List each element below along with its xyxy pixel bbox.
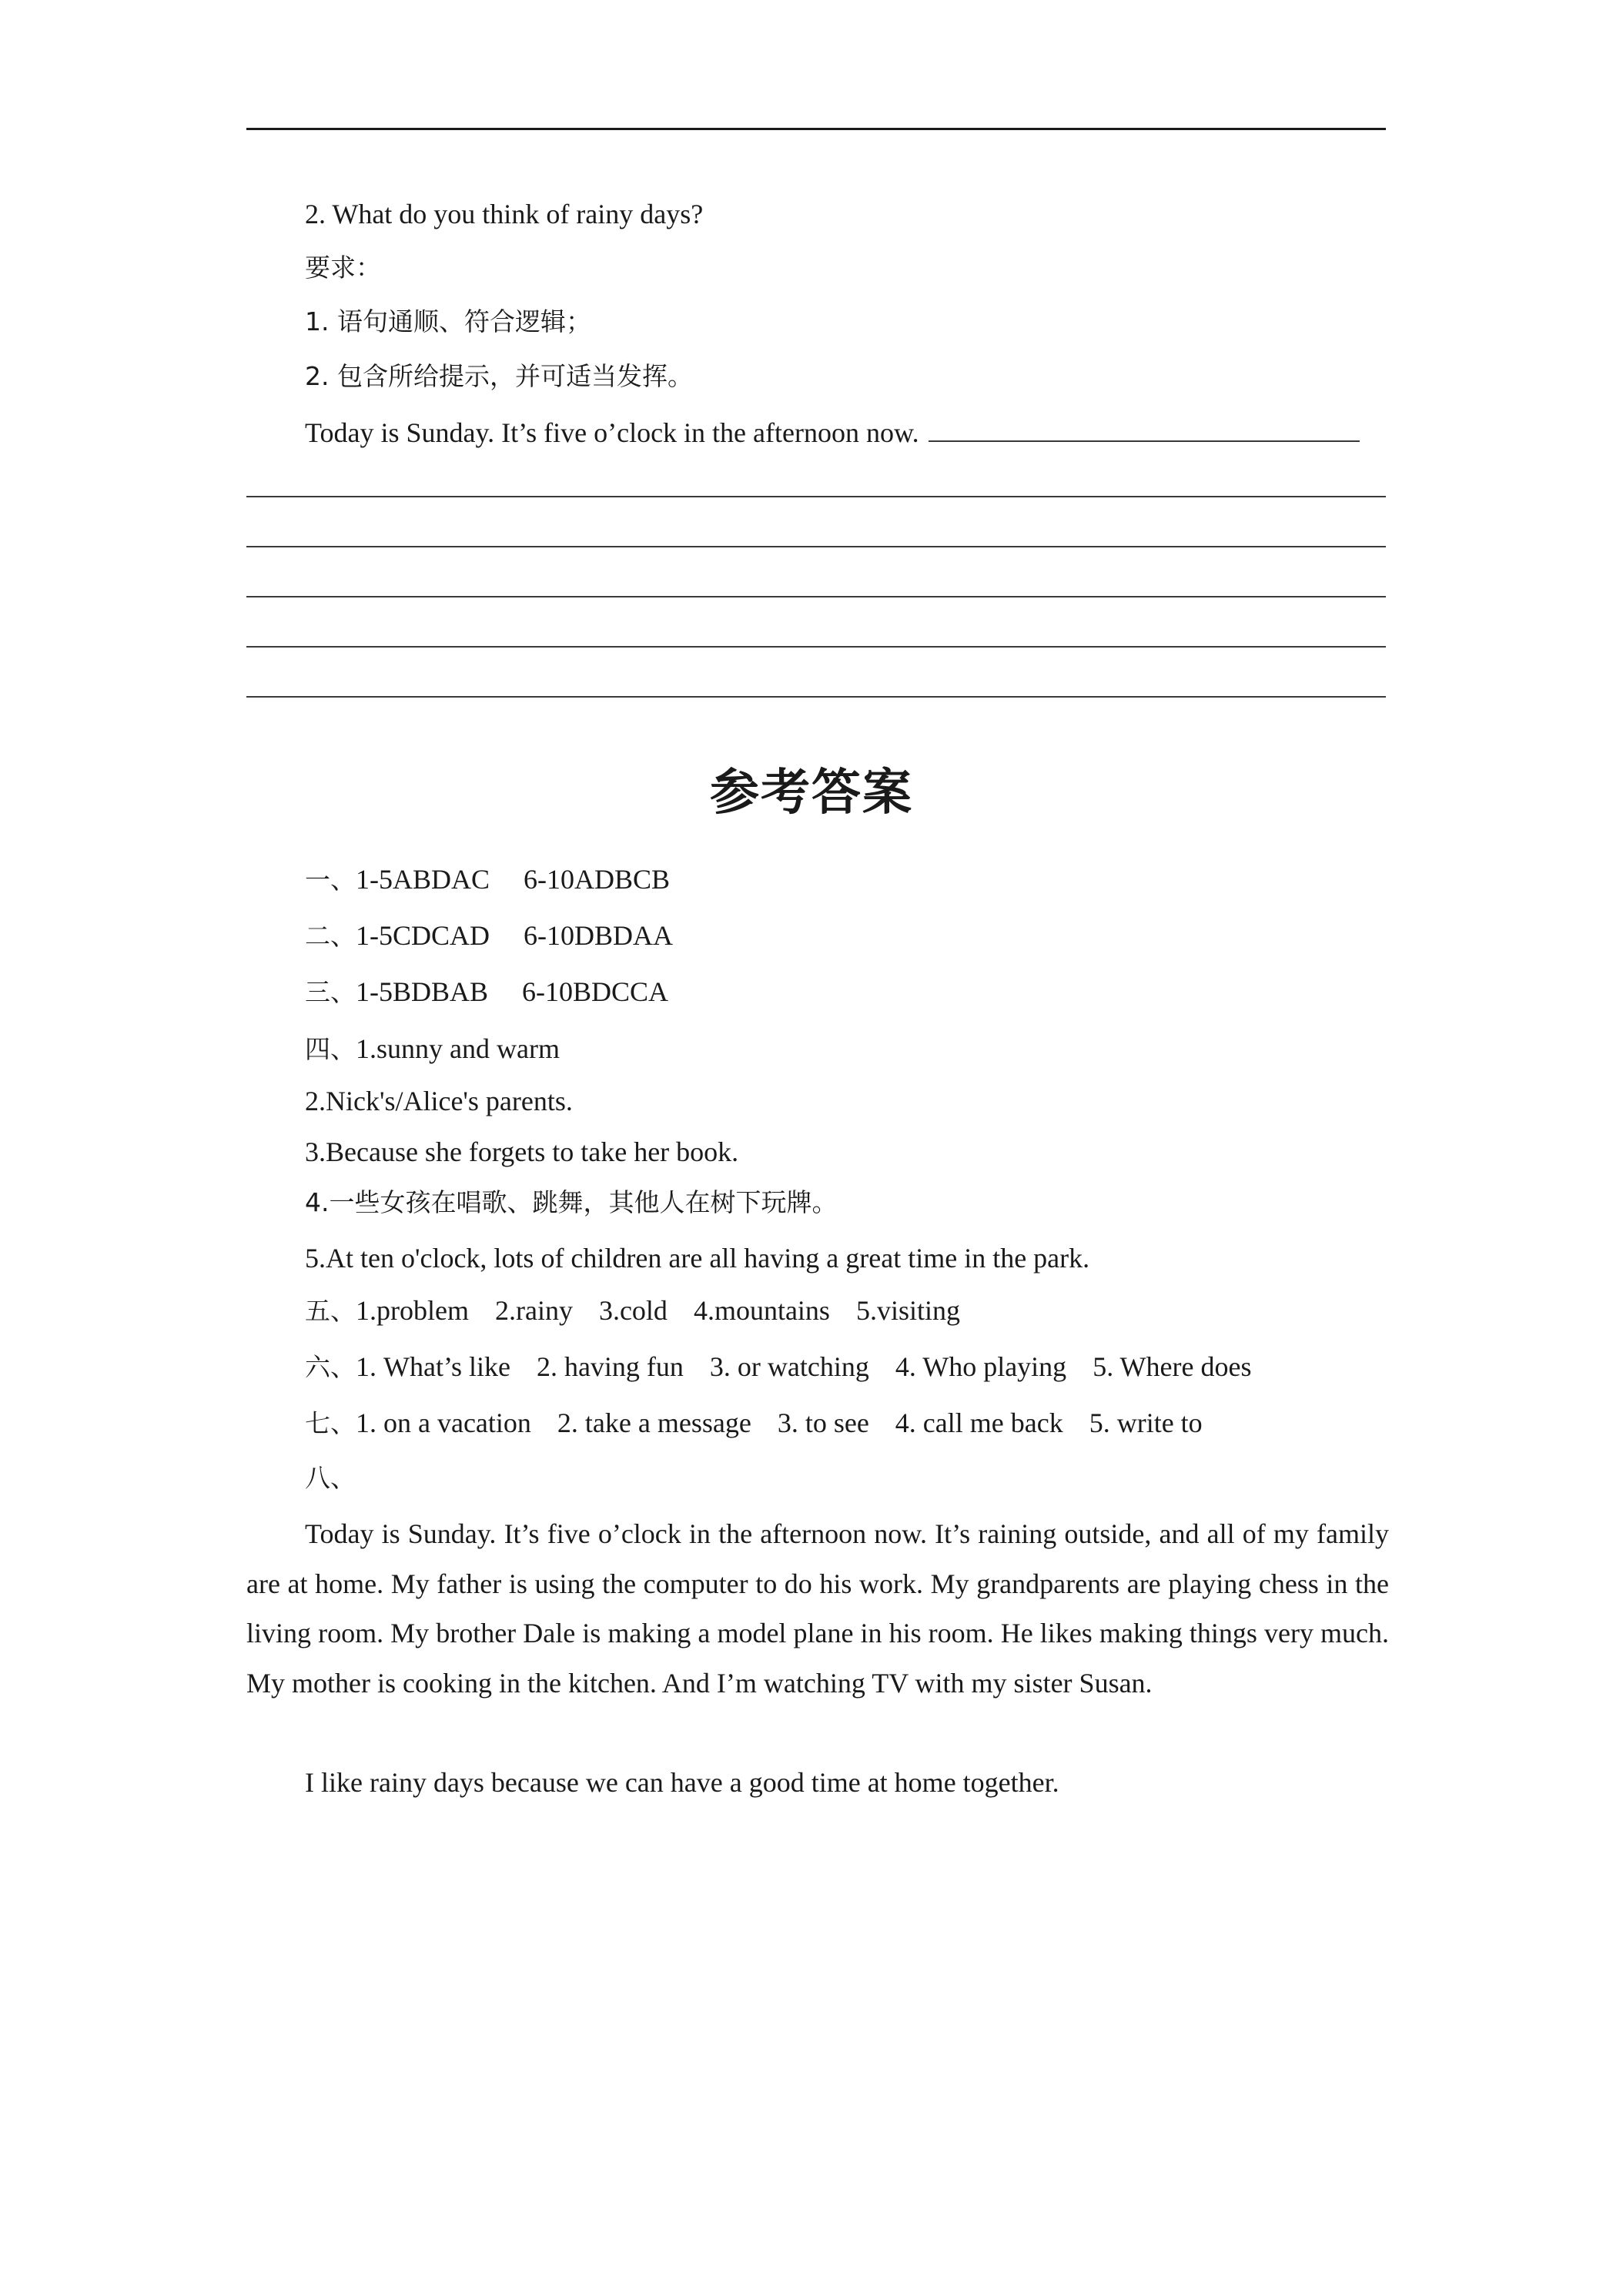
answer-item: 1.sunny and warm [356,1033,560,1064]
answer-item: 4. Who playing [895,1351,1067,1382]
section-label: 四、 [305,1034,356,1064]
writing-blank-line [246,646,1386,648]
section-label: 六、 [305,1352,356,1382]
answer-item: 2. take a message [557,1407,751,1438]
answer-item: 5. Where does [1093,1351,1252,1382]
answer-section-4-item-5: 5.At ten o'clock, lots of children are all having a great time in the park. [305,1243,1090,1274]
answer-item: 2.rainy [494,1295,573,1326]
answer-item: 3.cold [598,1295,668,1326]
answer-section-7 [305,1404,1203,1442]
answer-item: 1. on a vacation [356,1407,531,1438]
answer-item: 3. to see [777,1407,869,1438]
answer-part: 6-10BDCCA [522,976,669,1007]
answer-item: 5. write to [1089,1407,1203,1438]
requirement-1: 1. 语句通顺、符合逻辑； [305,306,591,336]
starter-sentence: Today is Sunday. It’s five o’clock in the afternoon now. [305,417,919,448]
answer-section-4-item-3: 3.Because she forgets to take her book. [305,1136,739,1167]
answer-key-title: 参考答案 [710,765,913,822]
starter-sentence-line [305,414,1360,451]
answer-section-8-label: 八、 [305,1463,356,1493]
top-answer-line [246,128,1386,130]
sample-essay-paragraph-1: Today is Sunday. It’s five o’clock in the afternoon now. It’s raining outside, and all of my family are at home. My father is using the computer to do his work. My grandparents are playing chess in the living room. My brother Dale is making a model plane in his room. He likes making things very much. My mother is cooking in the kitchen. And I’m watching TV with my sister Susan. [246,1518,1389,1699]
answer-section-2 [305,917,673,955]
answer-item: 3. or watching [709,1351,869,1382]
answer-item: 4. call me back [895,1407,1063,1438]
answer-section-4-item-4: 4.一些女孩在唱歌、跳舞，其他人在树下玩牌。 [305,1187,838,1217]
answer-section-3 [305,973,668,1011]
answer-item: 4.mountains [693,1295,830,1326]
section-label: 一、 [305,865,356,895]
answer-part: 6-10ADBCB [524,864,671,895]
writing-blank-line [246,696,1386,698]
section-label: 七、 [305,1408,356,1438]
answer-section-1 [305,861,670,899]
requirement-2: 2. 包含所给提示，并可适当发挥。 [305,361,693,391]
writing-blank-inline [929,440,1360,442]
writing-blank-line [246,596,1386,597]
section-label: 二、 [305,921,356,951]
sample-essay-paragraph-2: I like rainy days because we can have a good time at home together. [305,1767,1059,1798]
writing-blank-line [246,546,1386,547]
answer-item: 1.problem [356,1295,469,1326]
answer-part: 1-5BDBAB [356,976,489,1007]
section-label: 三、 [305,977,356,1007]
answer-item: 2. having fun [536,1351,684,1382]
answer-item: 5.visiting [855,1295,960,1326]
answer-section-4-item-2: 2.Nick's/Alice's parents. [305,1086,573,1116]
answer-section-6 [305,1348,1251,1386]
writing-blank-line [246,496,1386,497]
answer-part: 1-5ABDAC [356,864,490,895]
writing-question-2: 2. What do you think of rainy days? [305,199,704,229]
answer-item: 1. What’s like [356,1351,510,1382]
answer-part: 1-5CDCAD [356,920,490,951]
answer-part: 6-10DBDAA [524,920,674,951]
answer-section-5 [305,1292,960,1330]
section-label: 五、 [305,1296,356,1326]
answer-section-4-item-1 [305,1030,560,1068]
requirements-label: 要求： [305,253,381,283]
